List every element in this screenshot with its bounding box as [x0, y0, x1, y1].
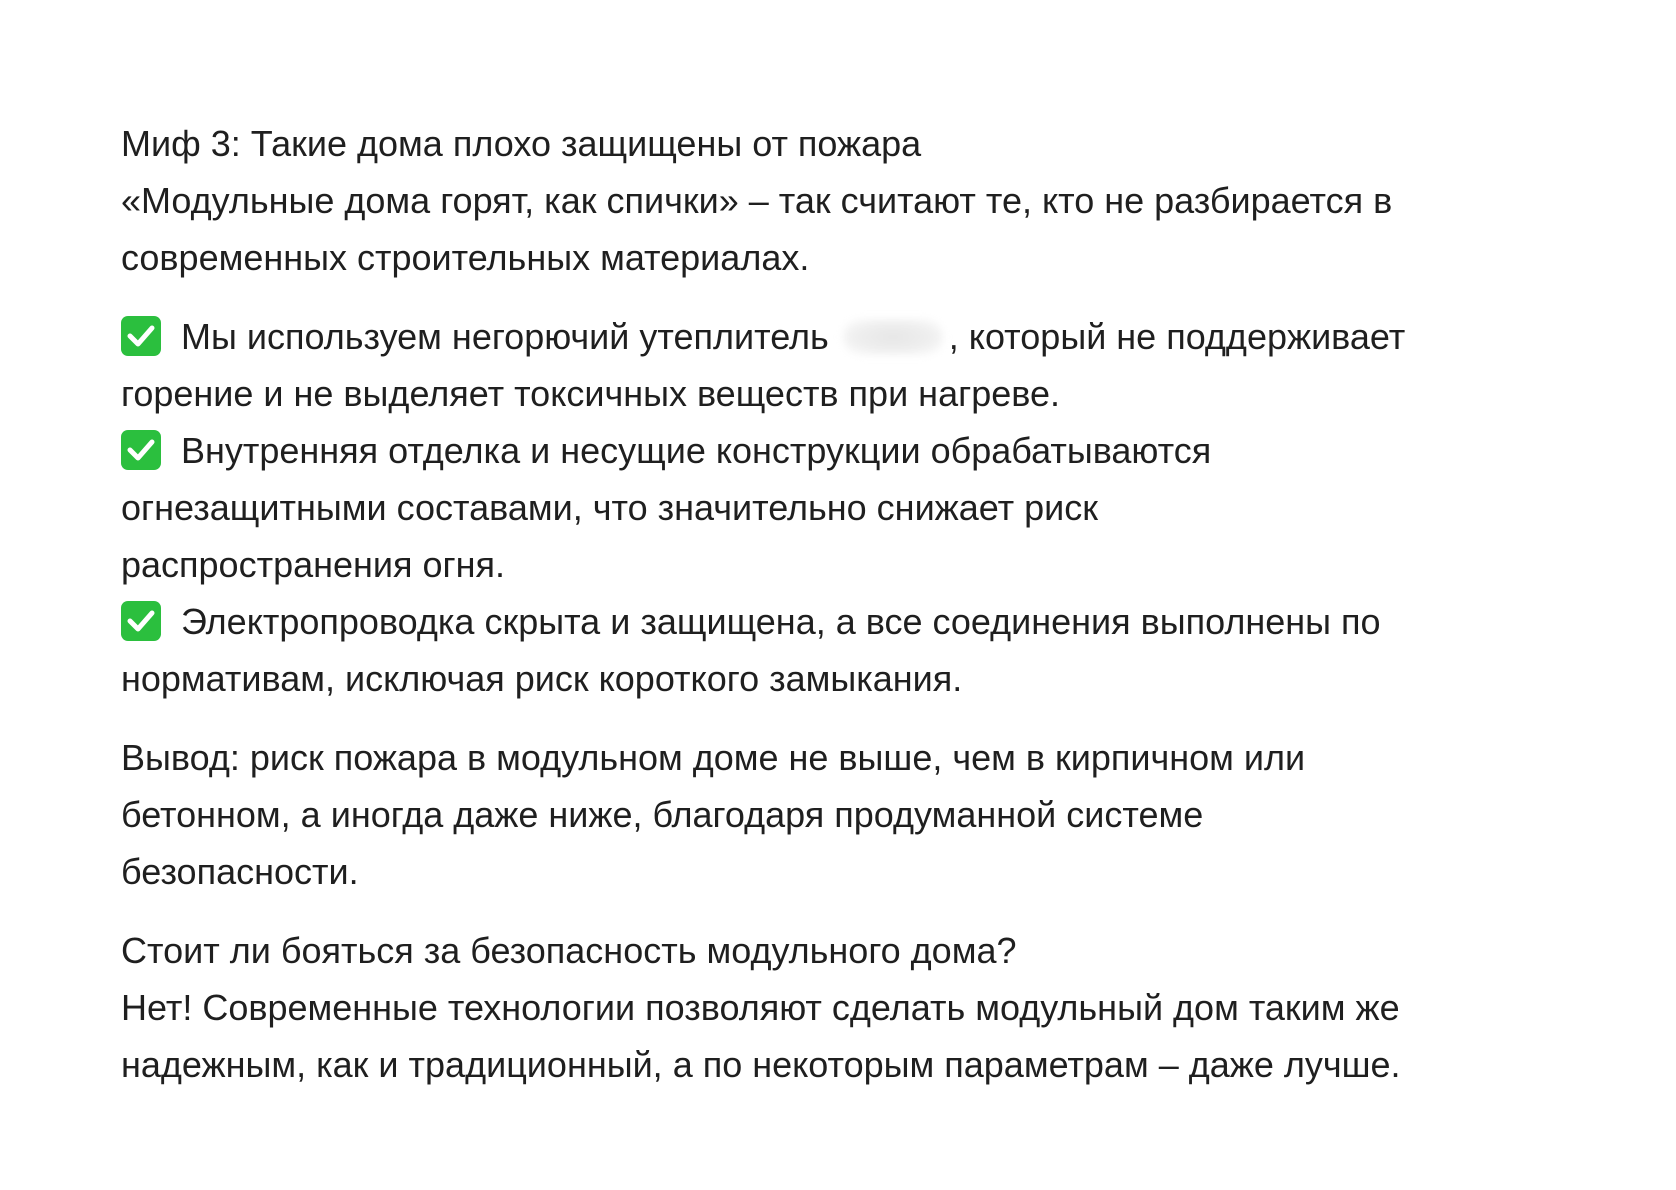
question-title: Стоит ли бояться за безопасность модульного дома?	[121, 930, 1017, 971]
checklist-item	[121, 593, 1581, 650]
checklist-item	[121, 308, 1581, 365]
conclusion-line: Вывод: риск пожара в модульном доме не выше, чем в кирпичном или	[121, 737, 1306, 778]
check-mark-button-icon	[121, 430, 161, 470]
checklist-item-text: нормативам, исключая риск короткого замыкания.	[121, 658, 963, 699]
checklist-item-text: Электропроводка скрыта и защищена, а все соединения выполнены по	[181, 601, 1381, 642]
checklist-item-text: горение и не выделяет токсичных веществ при нагреве.	[121, 373, 1061, 414]
checklist-item-text: , который не поддерживает	[948, 316, 1406, 357]
checklist-item-text: Внутренняя отделка и несущие конструкции обрабатываются	[181, 430, 1212, 471]
redacted-brand-blur	[843, 319, 943, 355]
checklist-item-text: огнезащитными составами, что значительно снижает риск	[121, 487, 1098, 528]
check-mark-button-icon	[121, 316, 161, 356]
answer-line: надежным, как и традиционный, а по некоторым параметрам – даже лучше.	[121, 1044, 1401, 1085]
check-mark-button-icon	[121, 601, 161, 641]
myth-intro-line: современных строительных материалах.	[121, 237, 810, 278]
checklist-item-text: распространения огня.	[121, 544, 506, 585]
checklist-item-text: Мы используем негорючий утеплитель	[181, 316, 829, 357]
answer-line: Нет! Современные технологии позволяют сделать модульный дом таким же	[121, 987, 1400, 1028]
article-text	[121, 115, 1581, 1093]
conclusion-line: бетонном, а иногда даже ниже, благодаря продуманной системе	[121, 794, 1204, 835]
myth-heading: Миф 3: Такие дома плохо защищены от пожара	[121, 123, 922, 164]
myth-intro-line: «Модульные дома горят, как спички» – так считают те, кто не разбирается в	[121, 180, 1393, 221]
checklist-item	[121, 422, 1581, 479]
conclusion-line: безопасности.	[121, 851, 359, 892]
